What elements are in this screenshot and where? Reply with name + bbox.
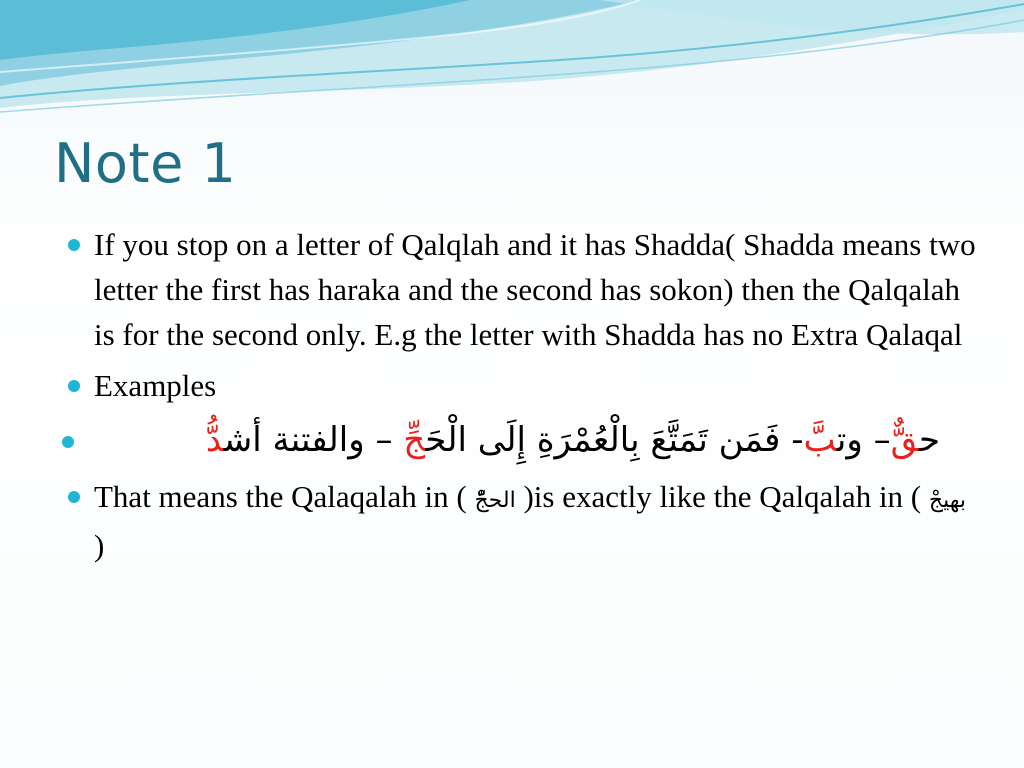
arabic-segment: – وت [836,420,891,460]
bullet-dot-icon [68,491,80,503]
arabic-word-bahij: بهيجْ [928,488,966,513]
arabic-segment: ح [918,420,940,460]
arabic-qalqalah-highlight: بَّ [803,420,837,460]
arabic-example-text [206,414,940,466]
arabic-segment: - فَمَن تَمَتَّعَ بِالْعُمْرَةِ إِلَى الْحَ [425,420,804,460]
bullet-item-note [62,222,982,357]
bullet-item-arabic-examples [62,414,982,466]
bullet-text-examples: Examples [94,368,217,403]
explanation-text-part2: )is exactly like the Qalqalah in ( [523,479,922,514]
bullet-dot-icon [62,436,74,448]
slide-title: Note 1 [54,132,237,195]
arabic-qalqalah-highlight: دُّ [205,420,224,460]
bullet-text-note: If you stop on a letter of Qalqlah and it has Shadda( Shadda means two letter the first has haraka and the second has sokon) then the Qalqalah is for the second only. E.g the letter with Shadda has no Extra Qalaqal [94,227,976,352]
bullet-dot-icon [68,239,80,251]
explanation-text-part3: ) [94,528,105,563]
bullet-list [62,222,982,574]
explanation-text-part1: That means the Qalaqalah in ( [94,479,467,514]
arabic-qalqalah-highlight: قٌّ [890,420,919,460]
arabic-segment: – والفتنة أش [223,420,404,460]
arabic-qalqalah-highlight: جِّ [403,420,426,460]
bullet-item-explanation [62,474,982,568]
bullet-item-examples [62,363,982,408]
arabic-word-alhajj: الحجّْ [474,488,516,513]
bullet-dot-icon [68,380,80,392]
header-wave-decoration [0,0,1024,130]
